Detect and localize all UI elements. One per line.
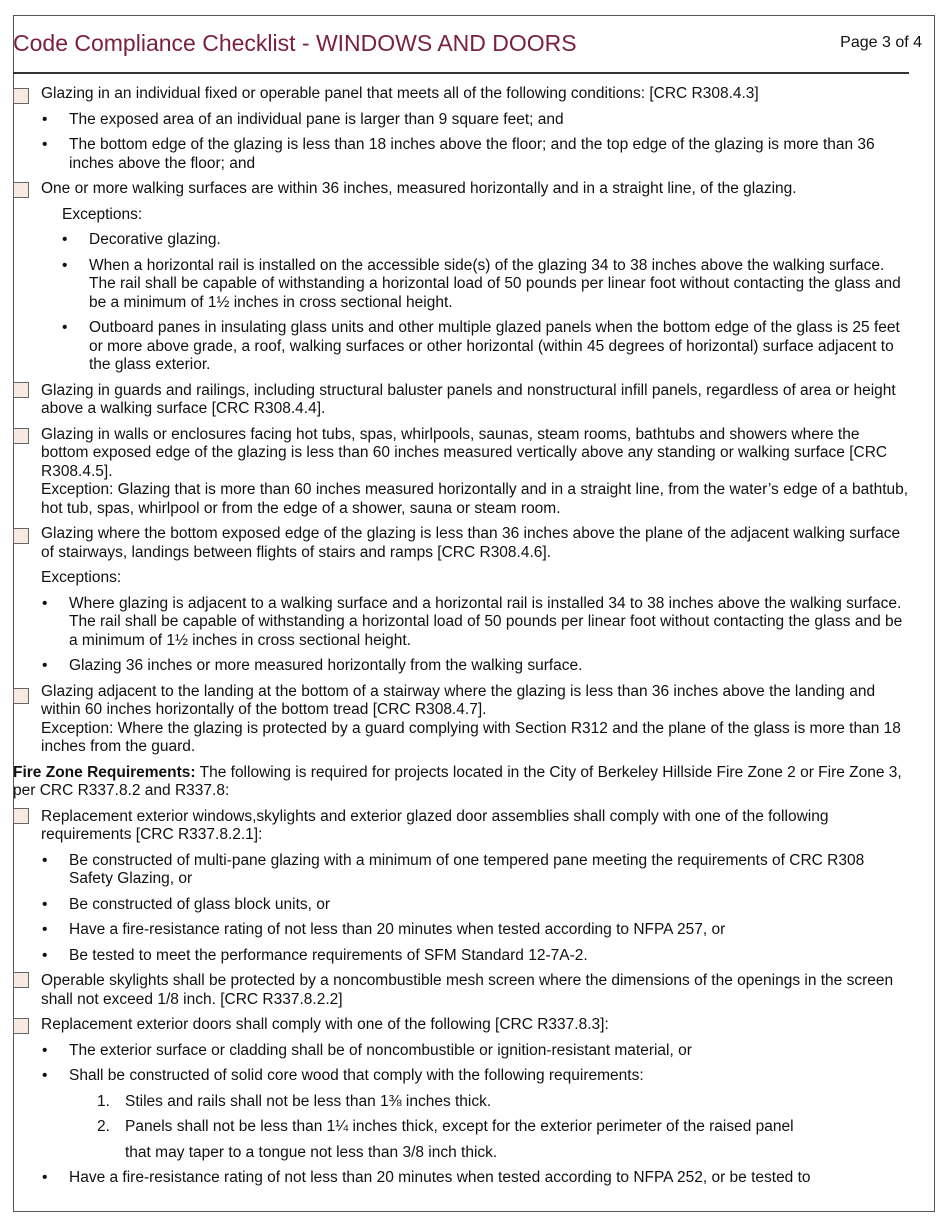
bullet-item: • Have a fire-resistance rating of not less than 20 minutes when tested according to NFPA 252, or be tested to bbox=[13, 1169, 910, 1188]
bullet-item: • Outboard panes in insulating glass units and other multiple glazed panels when the bottom edge of the glass is 25 feet or more above grade, a roof, walking surfaces or other horizontal (within 45 degrees of horizontal) surface adjacent to the glass exterior. bbox=[13, 319, 910, 375]
bullet-item: • When a horizontal rail is installed on the accessible side(s) of the glazing 34 to 38 inches above the walking surface. The rail shall be capable of withstanding a horizontal load of 50 pounds per linear foot without contacting the glass and be a minimum of 1½ inches in cross sectional height. bbox=[13, 257, 910, 313]
item-number: 1. bbox=[97, 1092, 110, 1110]
bullet-item: • Be constructed of multi-pane glazing with a minimum of one tempered pane meeting the requirements of CRC R308 Safety Glazing, or bbox=[13, 852, 910, 889]
bullet-item: • Have a fire-resistance rating of not less than 20 minutes when tested according to NFPA 257, or bbox=[13, 921, 910, 940]
item-text: Glazing in an individual fixed or operable panel that meets all of the following conditions: [CRC R308.4.3] bbox=[41, 85, 759, 102]
exceptions-heading: Exceptions: bbox=[62, 205, 143, 223]
item-text: Glazing where the bottom exposed edge of the glazing is less than 36 inches above the plane of the adjacent walking surface of stairways, landings between flights of stairs and ramps [CRC R308.4.6]. bbox=[41, 525, 901, 561]
checklist-item bbox=[13, 180, 910, 199]
page-number: Page 3 of 4 bbox=[840, 34, 922, 51]
bullet-item: • Decorative glazing. bbox=[13, 231, 910, 250]
fire-zone-text: The following is required for projects located in the City of Berkeley Hillside Fire Zone 2 or Fire Zone 3, per CRC R337.8.2 and R337.8: bbox=[13, 763, 902, 799]
checklist-item bbox=[13, 1016, 910, 1035]
numbered-item-text: Stiles and rails shall not be less than 1⅜ inches thick. bbox=[125, 1092, 492, 1110]
checklist-item bbox=[13, 683, 910, 757]
checklist-item bbox=[13, 382, 910, 419]
numbered-item-continuation: that may taper to a tongue not less than 3/8 inch thick. bbox=[125, 1143, 498, 1161]
item-text: One or more walking surfaces are within 36 inches, measured horizontally and in a straight line, of the glazing. bbox=[41, 180, 797, 197]
item-text: Operable skylights shall be protected by a noncombustible mesh screen where the dimensions of the openings in the screen shall not exceed 1/8 inch. [CRC R337.8.2.2] bbox=[41, 972, 894, 1008]
checklist-item bbox=[13, 972, 910, 1009]
checkbox[interactable] bbox=[13, 808, 29, 824]
item-number: 2. bbox=[97, 1118, 110, 1135]
item-text: Replacement exterior doors shall comply with one of the following [CRC R337.8.3]: bbox=[41, 1016, 609, 1033]
checklist-item bbox=[13, 808, 910, 845]
checkbox[interactable] bbox=[13, 688, 29, 704]
item-text: Glazing in guards and railings, including structural baluster panels and nonstructural infill panels, regardless of area or height above a walking surface [CRC R308.4.4]. bbox=[41, 381, 896, 417]
bullet-item: • Glazing 36 inches or more measured horizontally from the walking surface. bbox=[13, 657, 910, 676]
numbered-item bbox=[13, 1093, 910, 1112]
checklist bbox=[13, 81, 910, 1188]
checklist-item bbox=[13, 525, 910, 562]
checklist-item bbox=[13, 426, 910, 519]
checkbox[interactable] bbox=[13, 88, 29, 104]
item-text: Glazing in walls or enclosures facing hot tubs, spas, whirlpools, saunas, steam rooms, bathtubs and showers where the bottom exposed edge of the glazing is less than 60 inches measured vertically above any standing or walking surface [CRC R308.4.5]. bbox=[41, 425, 888, 480]
bullet-item: • Be constructed of glass block units, or bbox=[13, 896, 910, 915]
bullet-item: • Be tested to meet the performance requirements of SFM Standard 12-7A-2. bbox=[13, 947, 910, 966]
checkbox[interactable] bbox=[13, 382, 29, 398]
checkbox[interactable] bbox=[13, 528, 29, 544]
checklist-item bbox=[13, 85, 910, 104]
item-text: Glazing adjacent to the landing at the bottom of a stairway where the glazing is less than 36 inches above the landing and within 60 inches horizontally of the bottom tread [CRC R308.4.7]. bbox=[41, 682, 876, 718]
bullet-item: • Shall be constructed of solid core wood that comply with the following requirements: bbox=[13, 1067, 910, 1086]
bullet-item: • The bottom edge of the glazing is less than 18 inches above the floor; and the top edge of the glazing is more than 36 inches above the floor; and bbox=[13, 136, 910, 173]
checkbox[interactable] bbox=[13, 972, 29, 988]
numbered-item bbox=[13, 1118, 910, 1137]
bullet-item: • Where glazing is adjacent to a walking surface and a horizontal rail is installed 34 to 38 inches above the walking surface. The rail shall be capable of withstanding a horizontal load of 50 pounds per linear foot without contacting the glass and be a minimum of 1½ inches in cross sectional height. bbox=[13, 595, 910, 651]
bullet-item: • The exposed area of an individual pane is larger than 9 square feet; and bbox=[13, 111, 910, 130]
checkbox[interactable] bbox=[13, 182, 29, 198]
item-text: Replacement exterior windows,skylights and exterior glazed door assemblies shall comply with one of the following requirements [CRC R337.8.2.1]: bbox=[41, 807, 829, 843]
fire-zone-intro bbox=[13, 764, 910, 801]
exception-text: Exception: Glazing that is more than 60 inches measured horizontally and in a straight line, from the water’s edge of a bathtub, hot tub, spas, whirlpool or from the edge of a shower, sauna or steam room. bbox=[41, 481, 909, 517]
exceptions-heading: Exceptions: bbox=[41, 569, 122, 586]
page-header bbox=[13, 12, 922, 74]
numbered-item-text: Panels shall not be less than 1¼ inches thick, except for the exterior perimeter of the raised panel bbox=[125, 1118, 794, 1135]
page-title: Code Compliance Checklist - WINDOWS AND DOORS bbox=[13, 30, 577, 56]
exception-text: Exception: Where the glazing is protected by a guard complying with Section R312 and the plane of the glass is more than 18 inches from the guard. bbox=[41, 719, 901, 755]
fire-zone-label: Fire Zone Requirements: bbox=[13, 763, 196, 781]
checkbox[interactable] bbox=[13, 428, 29, 444]
bullet-item: • The exterior surface or cladding shall be of noncombustible or ignition-resistant material, or bbox=[13, 1042, 910, 1061]
checkbox[interactable] bbox=[13, 1018, 29, 1034]
